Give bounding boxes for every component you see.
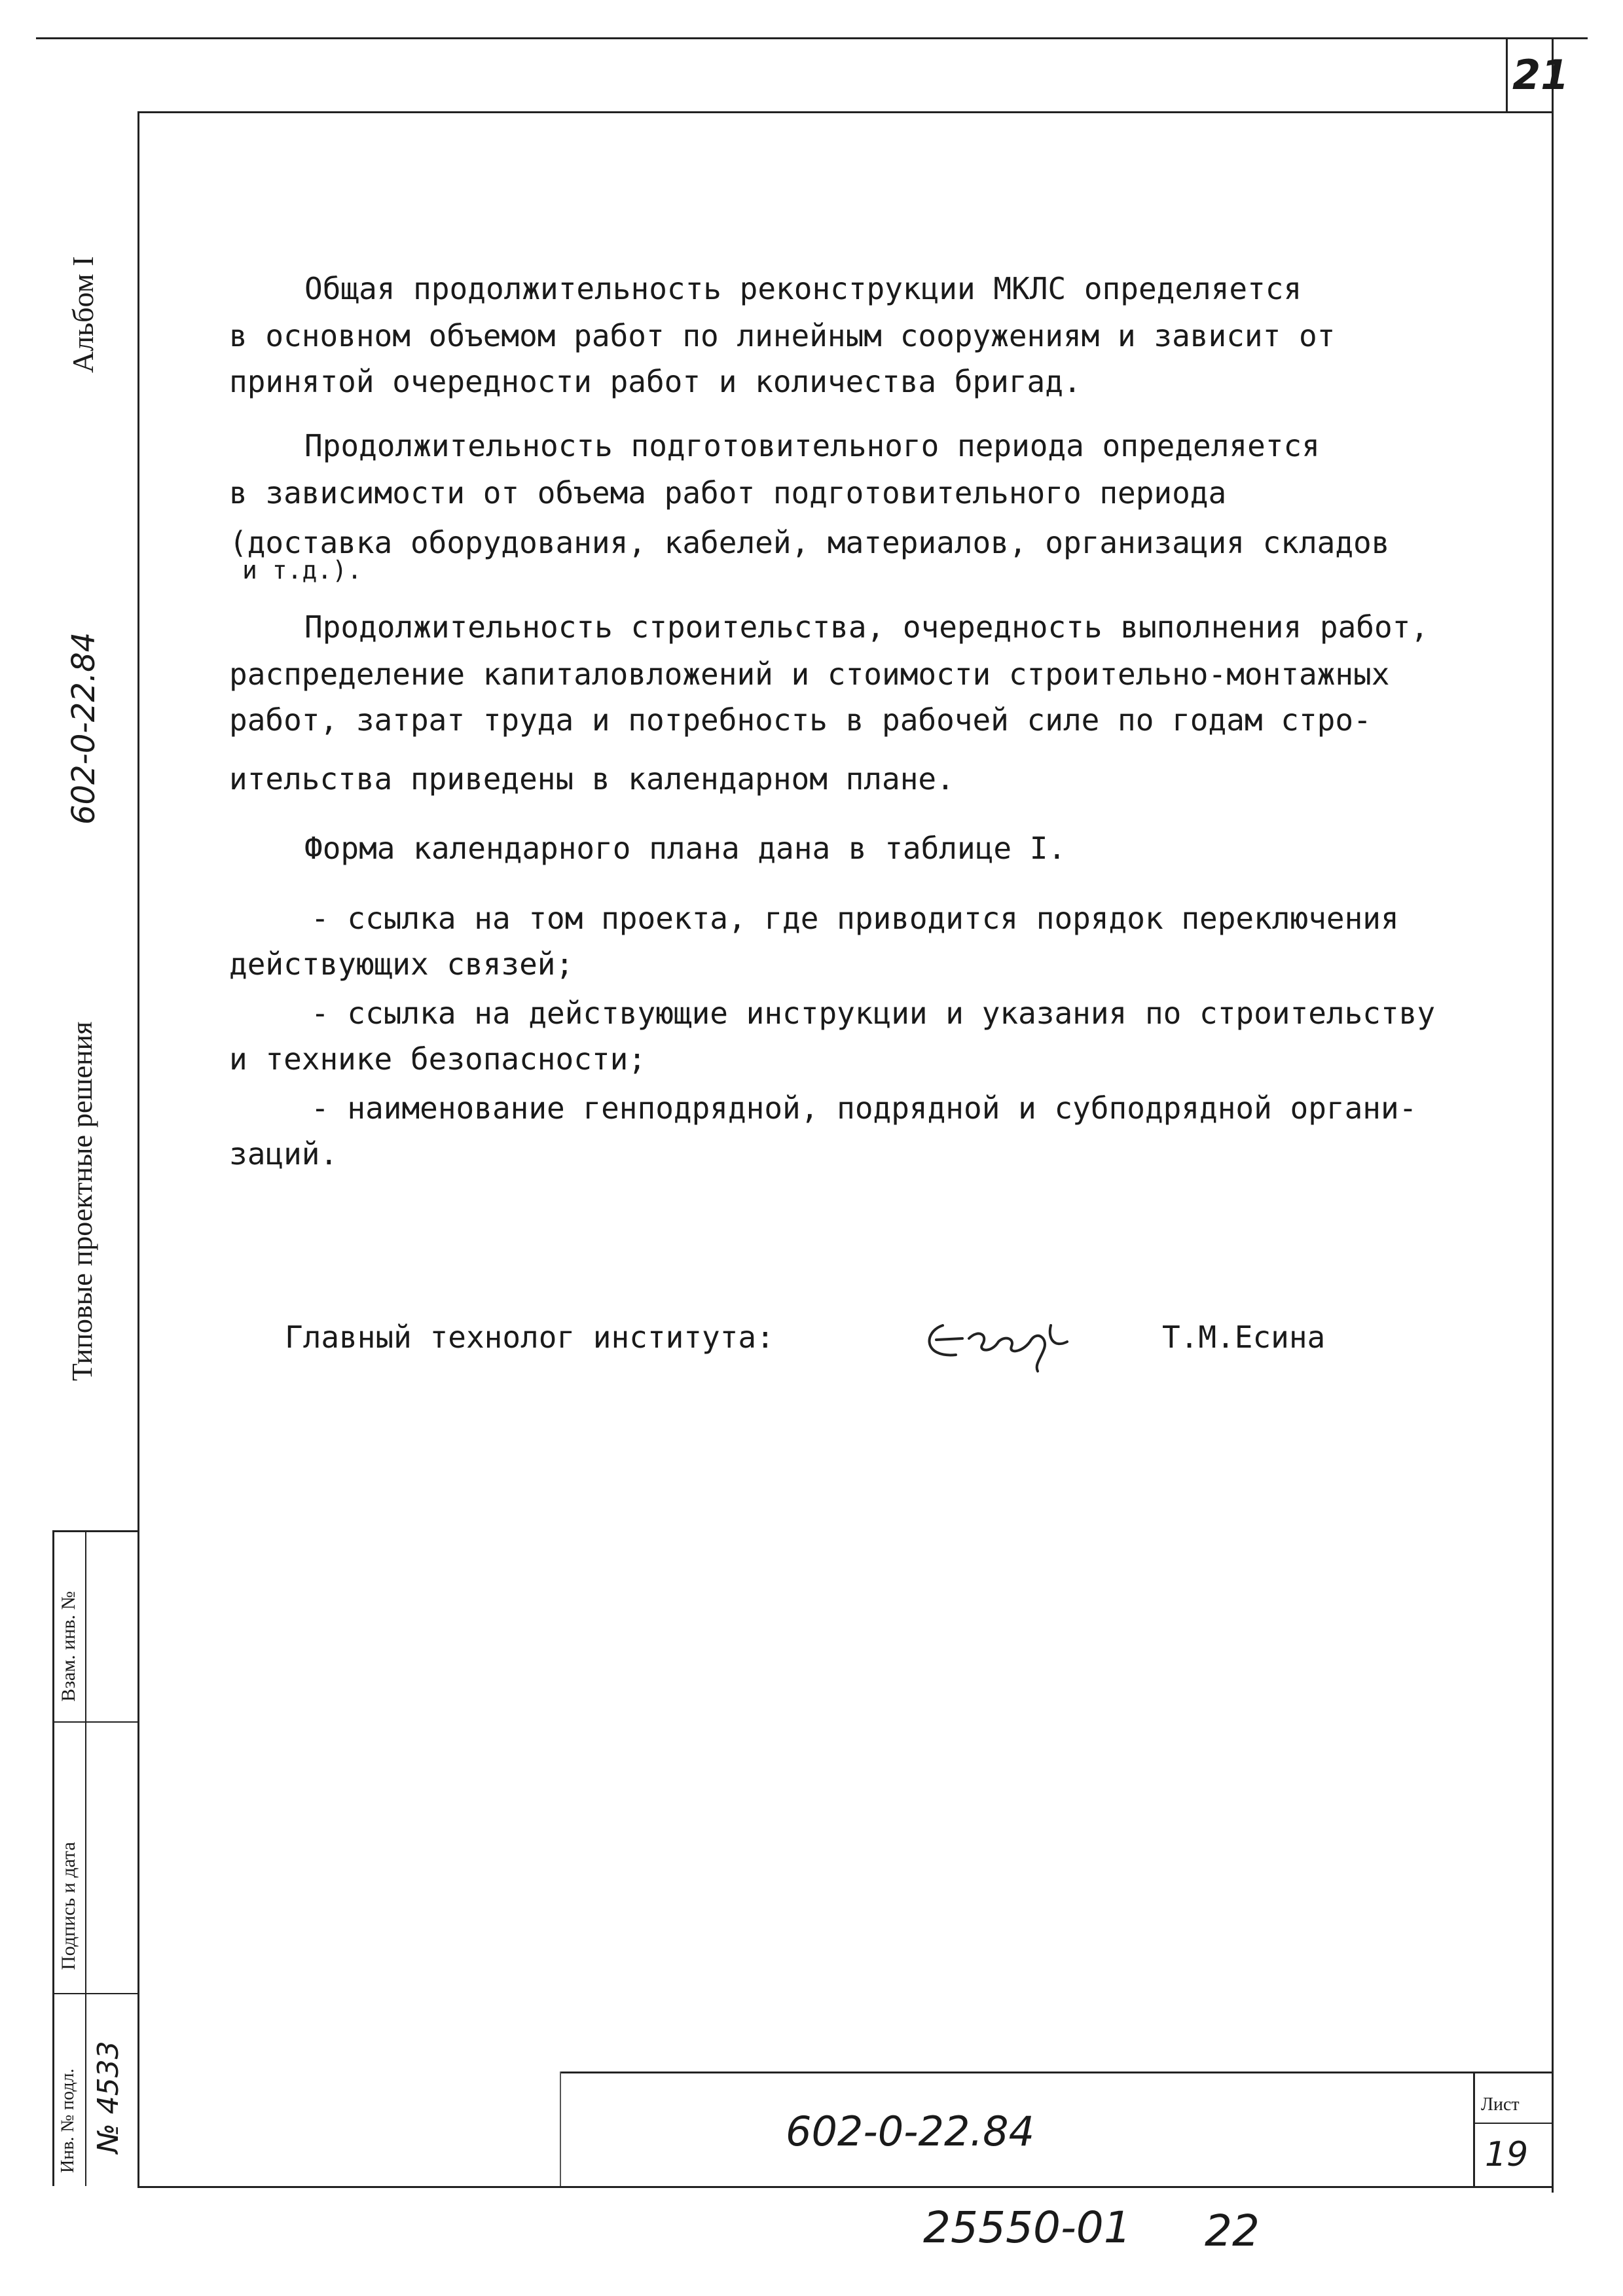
sheet-label: Лист [1481, 2094, 1520, 2115]
stamp-block-mid [85, 1530, 86, 2186]
text-line: заций. [229, 1136, 338, 1172]
text-line: распределение капиталовложений и стоимости строительно-монтажных [229, 656, 1390, 692]
title-block-sheet-div [1473, 2123, 1552, 2124]
stamp-block-top [52, 1530, 139, 1532]
stamp-block-div-2 [52, 1993, 139, 1994]
text-line: Продолжительность строительства, очередность выполнения работ, [304, 609, 1429, 645]
title-block-left [560, 2072, 561, 2186]
text-line: - ссылка на том проекта, где приводится порядок переключения [311, 901, 1399, 936]
stamp-code: 602-0-22.84 [786, 2108, 1035, 2155]
text-line: работ, затрат труда и потребность в рабочей силе по годам стро- [229, 702, 1372, 738]
text-line: и т.д.). [242, 556, 363, 584]
text-line: Форма календарного плана дана в таблице I. [304, 831, 1067, 866]
signature-role: Главный технолог института: [285, 1319, 775, 1355]
sheet-number-top: 21 [1512, 51, 1569, 99]
sheet-number-bottom: 19 [1485, 2135, 1529, 2174]
text-line: Продолжительность подготовительного периода определяется [304, 428, 1320, 463]
stamp-block-div-1 [52, 1721, 139, 1723]
text-line: действующих связей; [229, 946, 574, 982]
text-line: ительства приведены в календарном плане. [229, 761, 955, 797]
title-block-right-col [1473, 2072, 1475, 2186]
stamp-block-left [52, 1530, 54, 2186]
sign-date-label: Подпись и дата [58, 1842, 79, 1970]
album-label: Альбом I [66, 256, 100, 373]
inv-original-label: Инв. № подл. [58, 2068, 78, 2173]
handwritten-signature [917, 1299, 1113, 1378]
text-line: в основном объемом работ по линейным сооружениям и зависит от [229, 318, 1336, 353]
archive-number-suffix: 22 [1205, 2206, 1260, 2256]
inv-original-value: № 4533 [92, 2041, 125, 2153]
top-rule [36, 37, 1588, 39]
text-line: в зависимости от объема работ подготовительного периода [229, 475, 1227, 511]
paragraph-4 [304, 831, 1067, 866]
page-number-box-left [1506, 39, 1508, 113]
frame-bottom [137, 2186, 1554, 2188]
archive-number: 25550-01 [923, 2202, 1131, 2253]
replace-inv-label: Взам. инв. № [58, 1590, 79, 1702]
title-block-top [560, 2072, 1552, 2073]
frame-right [1552, 39, 1554, 2193]
side-code: 602-0-22.84 [65, 632, 102, 825]
series-label: Типовые проектные решения [66, 1021, 98, 1381]
frame-top [137, 111, 1552, 113]
text-line: (доставка оборудования, кабелей, материалов, организация складов [229, 525, 1390, 560]
frame-left [137, 111, 139, 2186]
text-line: и технике безопасности; [229, 1041, 646, 1077]
text-line: принятой очередности работ и количества бригад. [229, 364, 1082, 399]
text-line: Общая продолжительность реконструкции МКЛС определяется [304, 271, 1302, 306]
text-line: - наименование генподрядной, подрядной и субподрядной органи- [311, 1090, 1417, 1126]
text-line: - ссылка на действующие инструкции и указания по строительству [311, 996, 1436, 1031]
signature-name: Т.М.Есина [1162, 1319, 1326, 1355]
